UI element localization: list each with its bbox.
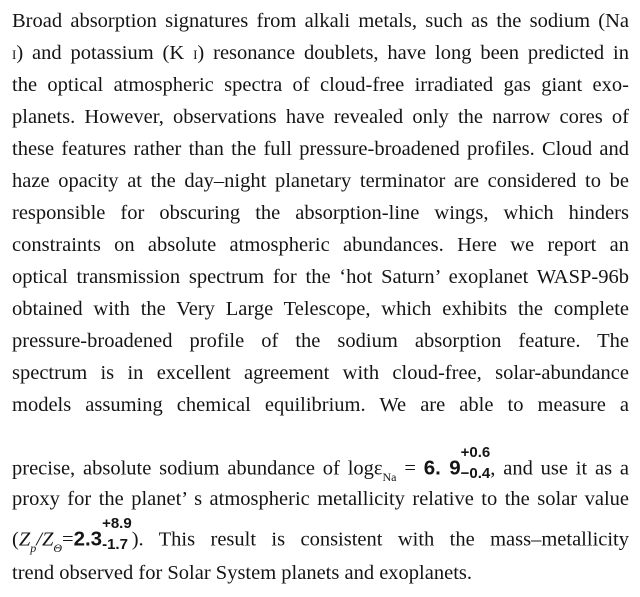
text-line: models assuming chemical equilibrium. We are able to measure a: [12, 394, 629, 416]
text-line: optical transmission spectrum for the ‘hot Saturn’ exoplanet WASP-96b: [12, 266, 629, 288]
text-line: constraints on absolute atmospheric abundances. Here we report an: [12, 234, 629, 256]
text-line: I) and potassium (K I) resonance doublets, have long been predicted in: [12, 42, 630, 64]
text-line: Broad absorption signatures from alkali metals, such as the sodium (Na: [12, 10, 629, 32]
text-line: pressure-broadened profile of the sodium absorption feature. The: [12, 330, 629, 352]
sodium-error: +0.6 −0.4: [460, 444, 491, 482]
metallicity-error: +8.9 -1.7: [102, 515, 132, 553]
text-line: the optical atmospheric spectra of cloud-free irradiated gas giant exo-: [12, 74, 629, 96]
text-line: obtained with the Very Large Telescope, which exhibits the complete: [12, 298, 629, 320]
text-line: responsible for obscuring the absorption-line wings, which hinders: [12, 202, 629, 224]
text-line: spectrum is in excellent agreement with cloud-free, solar-abundance: [12, 362, 629, 384]
text-line: trend observed for Solar System planets and exoplanets.: [12, 562, 472, 584]
sodium-abundance-line: precise, absolute sodium abundance of logε$_{Na}$ = 6. 9 +0.6 −0.4 , and use it as a: [12, 444, 630, 484]
metallicity-value: 2.3: [73, 527, 103, 551]
text-line: haze opacity at the day–night planetary terminator are considered to be: [12, 170, 629, 192]
text-line: these features rather than the full pressure-broadened profiles. Cloud and: [12, 138, 629, 160]
text-line: planets. However, observations have revealed only the narrow cores of: [12, 106, 629, 128]
sodium-value: 6. 9: [423, 456, 461, 480]
text-line: proxy for the planet’ s atmospheric metallicity relative to the solar value: [12, 488, 629, 510]
metallicity-line: ($Z_p/Z_\Theta=2.3$ +8.9 -1.7 ). This result is consistent with the mass–metallicity: [12, 515, 629, 555]
